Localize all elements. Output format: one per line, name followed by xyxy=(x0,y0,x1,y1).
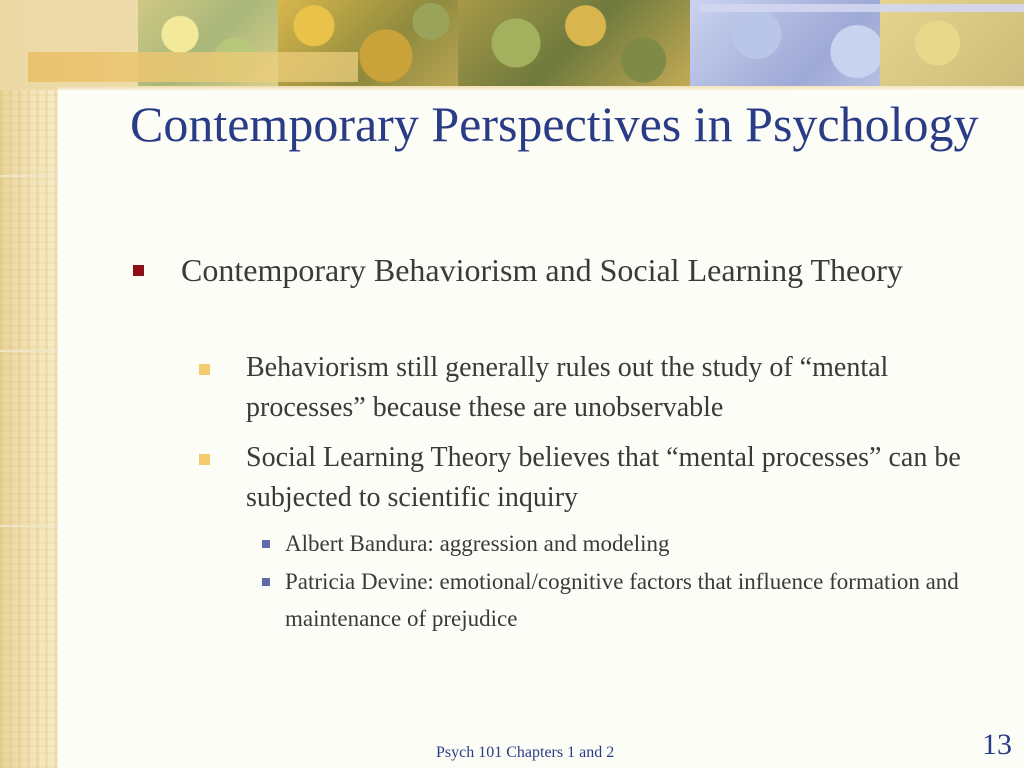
slide-title: Contemporary Perspectives in Psychology xyxy=(130,96,979,152)
level3-bullet-marker xyxy=(262,540,270,548)
bullet-level1: Contemporary Behaviorism and Social Learning Theory xyxy=(181,252,903,288)
level1-bullet-marker xyxy=(133,265,144,276)
level2-bullet-marker xyxy=(199,364,210,375)
level3-bullet-marker xyxy=(262,578,270,586)
bullet-level2: Social Learning Theory believes that “mental processes” can be subjected to scientific inquiry xyxy=(246,442,961,513)
slide-number: 13 xyxy=(982,728,1012,761)
bullet-level3: Patricia Devine: emotional/cognitive factors that influence formation and maintenance of prejudice xyxy=(285,569,959,631)
bullet-level3: Albert Bandura: aggression and modeling xyxy=(285,531,670,556)
level2-bullet-marker xyxy=(199,454,210,465)
slide-footer: Psych 101 Chapters 1 and 2 xyxy=(436,744,615,761)
bullet-level2: Behaviorism still generally rules out the study of “mental processes” because these are unobservable xyxy=(246,352,889,423)
